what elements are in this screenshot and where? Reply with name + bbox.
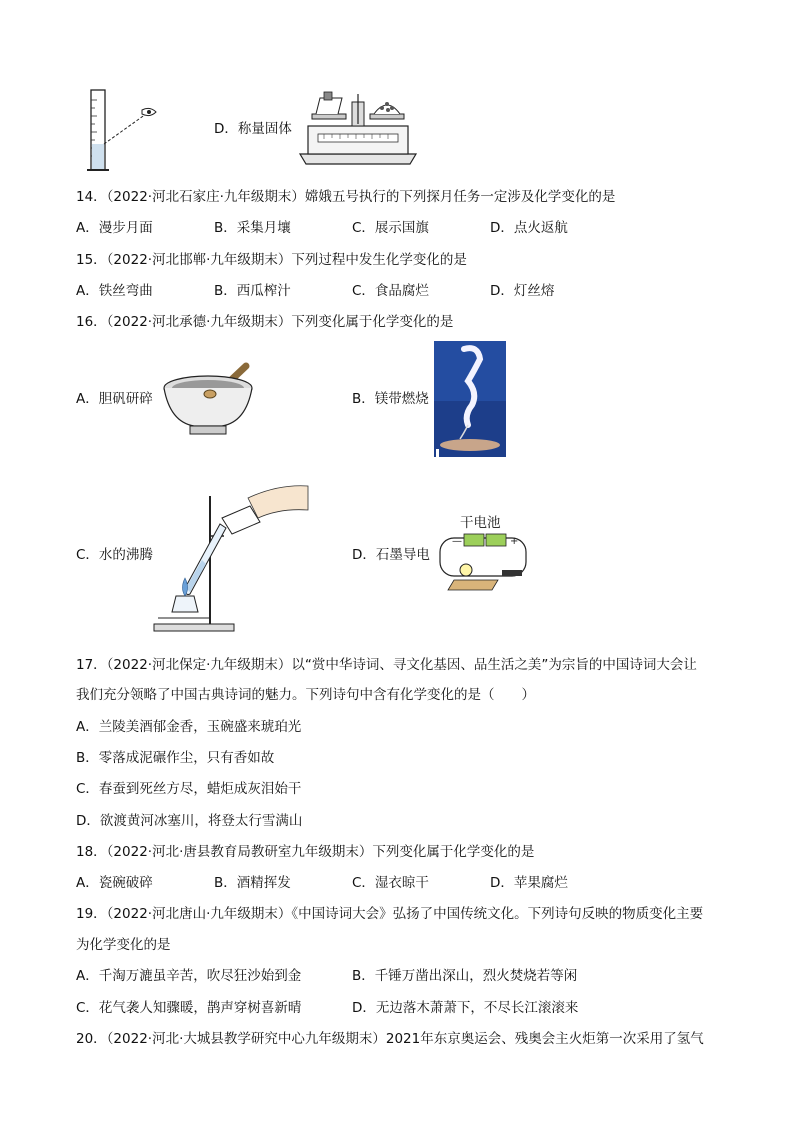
q18-stem: 18．（2022·河北·唐县教育局教研室九年级期末）下列变化属于化学变化的是 bbox=[76, 844, 535, 860]
svg-text:+: + bbox=[510, 536, 519, 547]
q19-option-c: C．花气袭人知骤暖，鹊声穿树喜新晴 bbox=[76, 1000, 302, 1016]
magnesium-burning-figure bbox=[434, 341, 506, 457]
q18-option-a: A．瓷碗破碎 bbox=[76, 875, 153, 891]
boiling-water-apparatus-figure bbox=[150, 478, 310, 634]
q14-option-d: D．点火返航 bbox=[490, 220, 568, 236]
q18-option-d: D．苹果腐烂 bbox=[490, 875, 568, 891]
q16-option-a: A．胆矾研碎 bbox=[76, 391, 153, 407]
q15-stem: 15．（2022·河北邯郸·九年级期末）下列过程中发生化学变化的是 bbox=[76, 252, 467, 268]
battery-label: 干电池 bbox=[460, 515, 501, 531]
q18-option-b: B．酒精挥发 bbox=[214, 875, 291, 891]
q20-stem: 20．（2022·河北·大城县教学研究中心九年级期末）2021年东京奥运会、残奥会主火炬第一次采用了氢气 bbox=[76, 1031, 704, 1047]
q13-option-d: D．称量固体 bbox=[214, 121, 292, 137]
q14-stem: 14．（2022·河北石家庄·九年级期末）嫦娥五号执行的下列探月任务一定涉及化学变化的是 bbox=[76, 189, 616, 205]
q15-option-b: B．西瓜榨汁 bbox=[214, 283, 291, 299]
q19-stem-line1: 19．（2022·河北唐山·九年级期末）《中国诗词大会》弘扬了中国传统文化。下列诗句反映的物质变化主要 bbox=[76, 906, 704, 922]
q14-option-a: A．漫步月面 bbox=[76, 220, 153, 236]
balance-scale-figure bbox=[298, 86, 418, 166]
q19-option-a: A．千淘万漉虽辛苦，吹尽狂沙始到金 bbox=[76, 968, 302, 984]
q18-option-c: C．湿衣晾干 bbox=[352, 875, 429, 891]
q16-option-b: B．镁带燃烧 bbox=[352, 391, 429, 407]
q15-option-c: C．食品腐烂 bbox=[352, 283, 429, 299]
q17-option-b: B．零落成泥碾作尘，只有香如故 bbox=[76, 750, 275, 766]
q17-option-a: A．兰陵美酒郁金香，玉碗盛来琥珀光 bbox=[76, 719, 302, 735]
q19-stem-line2: 为化学变化的是 bbox=[76, 937, 171, 953]
q15-option-d: D．灯丝熔 bbox=[490, 283, 555, 299]
q19-option-d: D．无边落木萧萧下，不尽长江滚滚来 bbox=[352, 1000, 579, 1016]
q19-option-b: B．千锤万凿出深山，烈火焚烧若等闲 bbox=[352, 968, 578, 984]
q17-stem-line2: 我们充分领略了中国古典诗词的魅力。下列诗句中含有化学变化的是（ ） bbox=[76, 687, 535, 703]
q17-option-d: D．欲渡黄河冰塞川，将登太行雪满山 bbox=[76, 813, 303, 829]
mortar-pestle-figure bbox=[160, 360, 256, 440]
q14-option-b: B．采集月壤 bbox=[214, 220, 291, 236]
graduated-cylinder-figure bbox=[84, 84, 164, 176]
q16-option-d: D．石墨导电 bbox=[352, 547, 430, 563]
graphite-circuit-figure bbox=[436, 532, 530, 594]
q16-option-c: C．水的沸腾 bbox=[76, 547, 153, 563]
q16-stem: 16．（2022·河北承德·九年级期末）下列变化属于化学变化的是 bbox=[76, 314, 454, 330]
svg-text:—: — bbox=[452, 536, 462, 547]
q17-stem-line1: 17．（2022·河北保定·九年级期末）以“赏中华诗词、寻文化基因、品生活之美”为宗旨的中国诗词大会让 bbox=[76, 657, 697, 673]
q14-option-c: C．展示国旗 bbox=[352, 220, 429, 236]
q17-option-c: C．春蚕到死丝方尽，蜡炬成灰泪始干 bbox=[76, 781, 302, 797]
q15-option-a: A．铁丝弯曲 bbox=[76, 283, 153, 299]
